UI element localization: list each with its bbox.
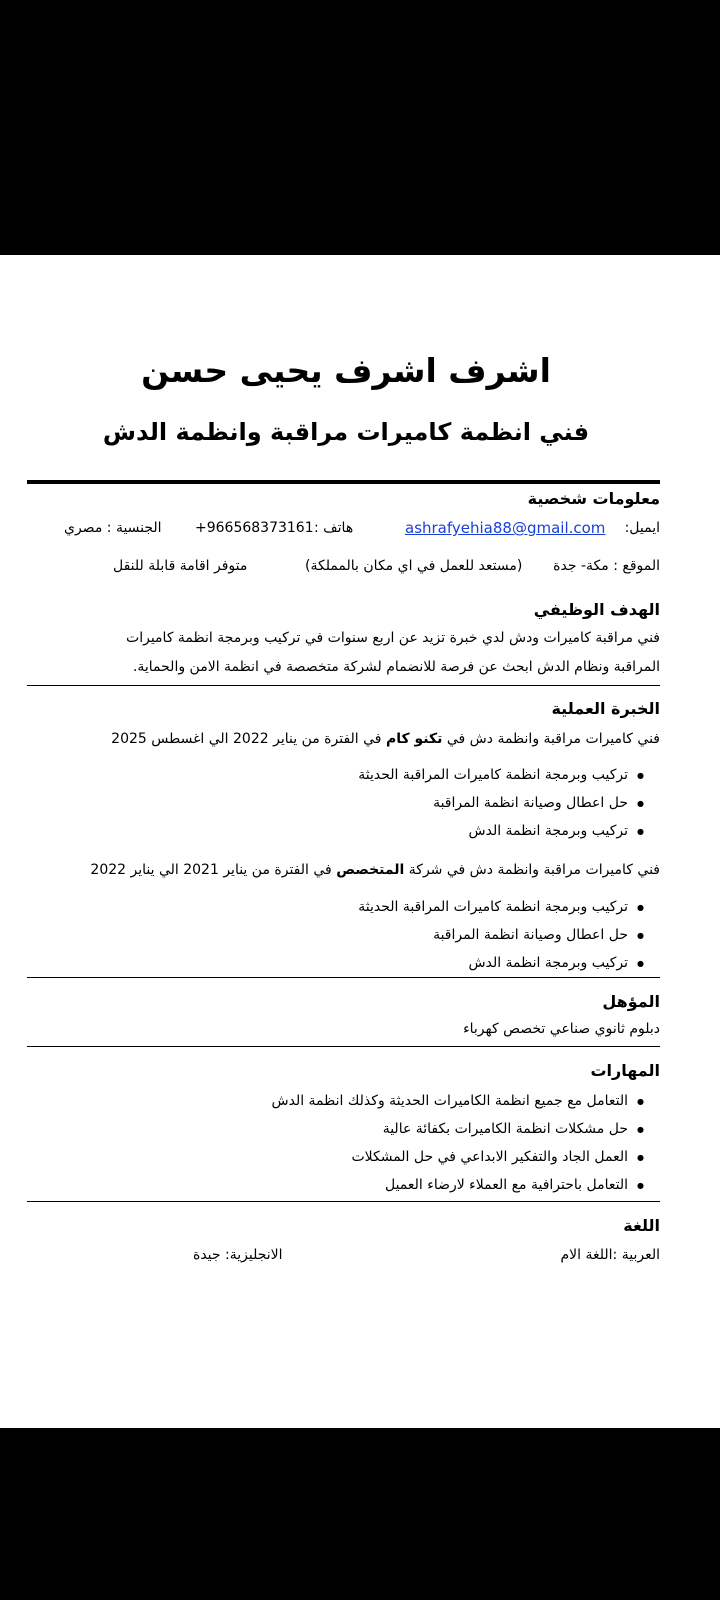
list-item: ● العمل الجاد والتفكير الابداعي في حل المشكلات — [351, 1149, 644, 1165]
email-label: ايميل: — [624, 520, 660, 536]
divider — [27, 685, 660, 686]
resume-page — [0, 255, 720, 1428]
education-text: دبلوم ثانوي صناعي تخصص كهرباء — [463, 1021, 660, 1037]
language-arabic: العربية :اللغة الام — [560, 1247, 660, 1263]
section-heading-personal: معلومات شخصية — [527, 489, 660, 508]
section-heading-objective: الهدف الوظيفي — [533, 600, 660, 619]
location: الموقع : مكة- جدة — [553, 558, 660, 574]
section-heading-languages: اللغة — [623, 1216, 660, 1235]
list-item: ● التعامل باحترافية مع العملاء لارضاء العميل — [385, 1177, 644, 1193]
relocation-note: (مستعد للعمل في اي مكان بالمملكة) — [305, 558, 523, 574]
job-2-summary: فني كاميرات مراقبة وانظمة دش في شركة المتخصص في الفترة من يناير 2021 الي يناير 2022 — [90, 862, 660, 878]
list-item: ● تركيب وبرمجة انظمة الدش — [469, 823, 645, 839]
divider — [27, 977, 660, 978]
list-item: ● تركيب وبرمجة انظمة كاميرات المراقبة الحديثة — [358, 899, 644, 915]
divider — [27, 1201, 660, 1202]
section-heading-experience: الخبرة العملية — [551, 699, 660, 718]
nationality: الجنسية : مصري — [64, 520, 162, 536]
residence-note: متوفر اقامة قابلة للنقل — [113, 558, 248, 574]
divider — [27, 1046, 660, 1047]
phone-number: +966568373161 — [195, 520, 314, 536]
list-item: ● تركيب وبرمجة انظمة كاميرات المراقبة الحديثة — [358, 767, 644, 783]
list-item: ● حل اعطال وصيانة انظمة المراقبة — [433, 927, 644, 943]
list-item: ● حل مشكلات انظمة الكاميرات بكفائة عالية — [383, 1121, 644, 1137]
job-title: فني انظمة كاميرات مراقبة وانظمة الدش — [102, 418, 590, 446]
job-1-summary: فني كاميرات مراقبة وانظمة دش في تكنو كام في الفترة من يناير 2022 الي اغسطس 2025 — [111, 731, 660, 747]
section-heading-skills: المهارات — [590, 1061, 660, 1080]
divider — [27, 480, 660, 484]
email-link[interactable]: ashrafyehia88@gmail.com — [405, 519, 606, 537]
list-item: ● التعامل مع جميع انظمة الكاميرات الحديثة وكذلك انظمة الدش — [272, 1093, 645, 1109]
objective-line-2: المراقبة ونظام الدش ابحث عن فرصة للانضمام لشركة متخصصة في انظمة الامن والحماية. — [132, 659, 660, 675]
language-english: الانجليزية: جيدة — [193, 1247, 283, 1263]
list-item: ● تركيب وبرمجة انظمة الدش — [469, 955, 645, 971]
section-heading-education: المؤهل — [602, 992, 660, 1011]
candidate-name: اشرف اشرف يحيى حسن — [141, 351, 551, 390]
phone-label: هاتف : — [314, 520, 354, 536]
list-item: ● حل اعطال وصيانة انظمة المراقبة — [433, 795, 644, 811]
objective-line-1: فني مراقبة كاميرات ودش لدي خبرة تزيد عن اربع سنوات في تركيب وبرمجة انظمة كاميرات — [126, 630, 660, 646]
